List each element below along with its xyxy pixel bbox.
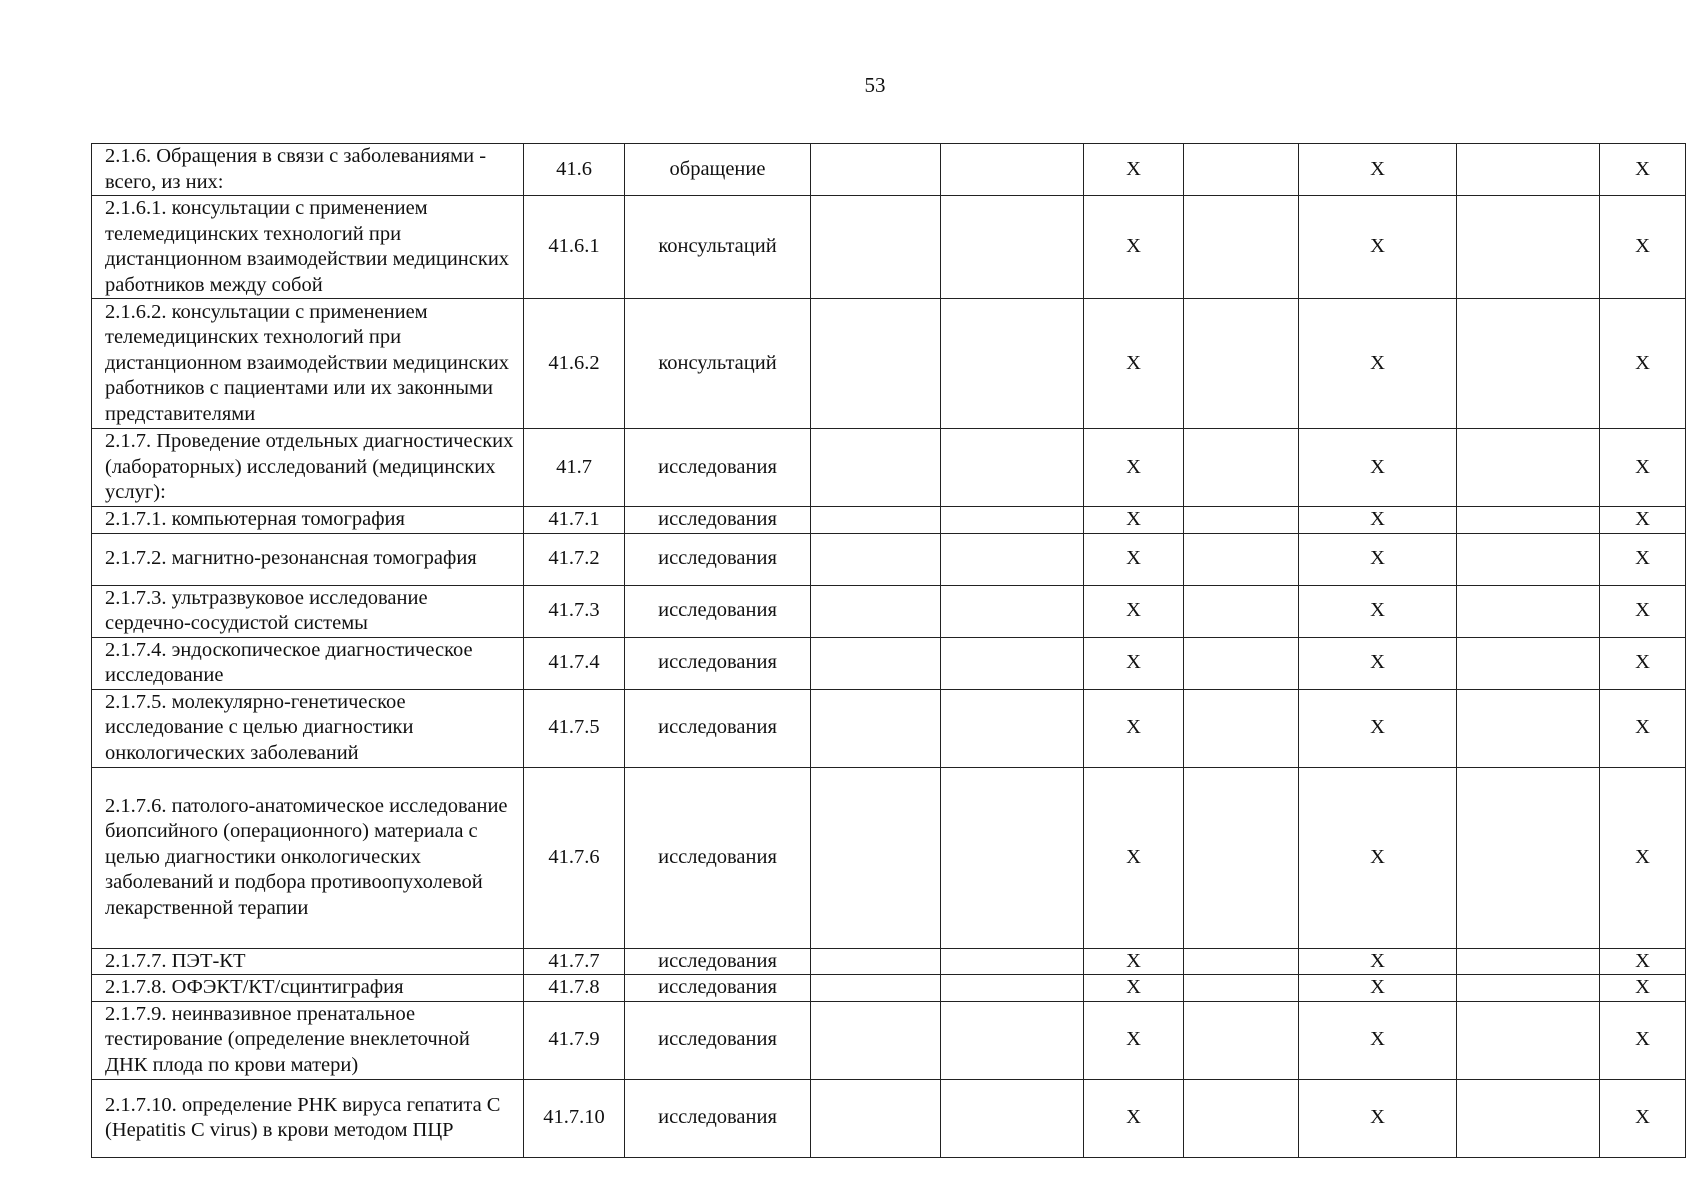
row-col8-cell: X xyxy=(1299,637,1457,689)
row-code-cell: 41.7.1 xyxy=(524,507,625,534)
table-row xyxy=(92,975,1686,1002)
row-col10-cell: X xyxy=(1600,767,1686,948)
row-col9-cell xyxy=(1457,767,1600,948)
row-col6-cell: X xyxy=(1084,533,1184,585)
row-col9-cell xyxy=(1457,144,1600,196)
row-code-cell: 41.6 xyxy=(524,144,625,196)
row-col10-cell: X xyxy=(1600,637,1686,689)
table-row xyxy=(92,948,1686,975)
row-col5-cell xyxy=(941,1001,1084,1079)
row-col10-cell: X xyxy=(1600,975,1686,1002)
row-col10-cell: X xyxy=(1600,196,1686,299)
row-col9-cell xyxy=(1457,533,1600,585)
row-col4-cell xyxy=(811,533,941,585)
row-col7-cell xyxy=(1184,299,1299,429)
row-col9-cell xyxy=(1457,507,1600,534)
row-col7-cell xyxy=(1184,1079,1299,1157)
row-col6-cell: X xyxy=(1084,144,1184,196)
row-name-cell: 2.1.7.5. молекулярно-генетическое исследование с целью диагностики онкологических заболеваний xyxy=(92,689,524,767)
row-col8-cell: X xyxy=(1299,1079,1457,1157)
row-col5-cell xyxy=(941,429,1084,507)
row-code-cell: 41.7.9 xyxy=(524,1001,625,1079)
row-col10-cell: X xyxy=(1600,1001,1686,1079)
table-row xyxy=(92,1079,1686,1157)
row-col6-cell: X xyxy=(1084,948,1184,975)
page-number: 53 xyxy=(864,73,886,97)
row-col7-cell xyxy=(1184,533,1299,585)
table-row xyxy=(92,196,1686,299)
table-row xyxy=(92,689,1686,767)
row-col8-cell: X xyxy=(1299,689,1457,767)
row-col5-cell xyxy=(941,1079,1084,1157)
row-unit-cell: исследования xyxy=(625,1001,811,1079)
row-col9-cell xyxy=(1457,1001,1600,1079)
table-row xyxy=(92,507,1686,534)
row-col4-cell xyxy=(811,144,941,196)
table-row xyxy=(92,767,1686,948)
row-col9-cell xyxy=(1457,429,1600,507)
row-col6-cell: X xyxy=(1084,1079,1184,1157)
row-unit-cell: исследования xyxy=(625,767,811,948)
row-col10-cell: X xyxy=(1600,1079,1686,1157)
row-col4-cell xyxy=(811,637,941,689)
row-name-cell: 2.1.7.4. эндоскопическое диагностическое исследование xyxy=(92,637,524,689)
row-col5-cell xyxy=(941,144,1084,196)
row-col4-cell xyxy=(811,975,941,1002)
report-table xyxy=(91,143,1686,1158)
row-col9-cell xyxy=(1457,637,1600,689)
row-col9-cell xyxy=(1457,299,1600,429)
row-col4-cell xyxy=(811,429,941,507)
row-col9-cell xyxy=(1457,585,1600,637)
row-col5-cell xyxy=(941,637,1084,689)
row-col9-cell xyxy=(1457,1079,1600,1157)
row-col6-cell: X xyxy=(1084,429,1184,507)
row-code-cell: 41.7.7 xyxy=(524,948,625,975)
row-name-cell: 2.1.7.2. магнитно-резонансная томография xyxy=(92,533,524,585)
row-col7-cell xyxy=(1184,585,1299,637)
row-name-cell: 2.1.7.7. ПЭТ-КТ xyxy=(92,948,524,975)
row-col8-cell: X xyxy=(1299,948,1457,975)
row-unit-cell: исследования xyxy=(625,637,811,689)
row-unit-cell: исследования xyxy=(625,948,811,975)
row-col4-cell xyxy=(811,948,941,975)
row-col5-cell xyxy=(941,299,1084,429)
row-col6-cell: X xyxy=(1084,689,1184,767)
row-name-cell: 2.1.7.1. компьютерная томография xyxy=(92,507,524,534)
row-col9-cell xyxy=(1457,196,1600,299)
table-row xyxy=(92,533,1686,585)
row-col10-cell: X xyxy=(1600,429,1686,507)
row-col5-cell xyxy=(941,767,1084,948)
row-col10-cell: X xyxy=(1600,948,1686,975)
row-col6-cell: X xyxy=(1084,1001,1184,1079)
row-col7-cell xyxy=(1184,196,1299,299)
row-col10-cell: X xyxy=(1600,299,1686,429)
row-col4-cell xyxy=(811,585,941,637)
row-col8-cell: X xyxy=(1299,975,1457,1002)
row-col10-cell: X xyxy=(1600,144,1686,196)
row-code-cell: 41.7.3 xyxy=(524,585,625,637)
row-col4-cell xyxy=(811,1079,941,1157)
row-col10-cell: X xyxy=(1600,507,1686,534)
row-col5-cell xyxy=(941,689,1084,767)
row-code-cell: 41.7.2 xyxy=(524,533,625,585)
row-col6-cell: X xyxy=(1084,767,1184,948)
row-name-cell: 2.1.7. Проведение отдельных диагностических (лабораторных) исследований (медицинских услуг): xyxy=(92,429,524,507)
row-code-cell: 41.7.8 xyxy=(524,975,625,1002)
row-col4-cell xyxy=(811,767,941,948)
row-code-cell: 41.7 xyxy=(524,429,625,507)
row-col6-cell: X xyxy=(1084,975,1184,1002)
row-col7-cell xyxy=(1184,948,1299,975)
row-col5-cell xyxy=(941,948,1084,975)
row-col8-cell: X xyxy=(1299,585,1457,637)
row-col6-cell: X xyxy=(1084,299,1184,429)
row-name-cell: 2.1.6.2. консультации с применением телемедицинских технологий при дистанционном взаимодействии медицинских работников с пациентами или их законными представителями xyxy=(92,299,524,429)
row-unit-cell: консультаций xyxy=(625,299,811,429)
row-col9-cell xyxy=(1457,975,1600,1002)
row-code-cell: 41.7.10 xyxy=(524,1079,625,1157)
row-col7-cell xyxy=(1184,637,1299,689)
row-col7-cell xyxy=(1184,975,1299,1002)
row-col8-cell: X xyxy=(1299,196,1457,299)
row-col7-cell xyxy=(1184,767,1299,948)
row-col8-cell: X xyxy=(1299,144,1457,196)
row-col8-cell: X xyxy=(1299,767,1457,948)
row-code-cell: 41.7.4 xyxy=(524,637,625,689)
row-col8-cell: X xyxy=(1299,299,1457,429)
row-code-cell: 41.7.5 xyxy=(524,689,625,767)
row-unit-cell: обращение xyxy=(625,144,811,196)
row-col5-cell xyxy=(941,975,1084,1002)
row-col6-cell: X xyxy=(1084,196,1184,299)
row-name-cell: 2.1.6.1. консультации с применением телемедицинских технологий при дистанционном взаимодействии медицинских работников между собой xyxy=(92,196,524,299)
row-name-cell: 2.1.7.6. патолого-анатомическое исследование биопсийного (операционного) материала с целью диагностики онкологических заболеваний и подбора противоопухолевой лекарственной терапии xyxy=(92,767,524,948)
row-unit-cell: исследования xyxy=(625,689,811,767)
row-name-cell: 2.1.7.10. определение РНК вируса гепатита С (Hepatitis C virus) в крови методом ПЦР xyxy=(92,1079,524,1157)
row-col6-cell: X xyxy=(1084,585,1184,637)
row-col5-cell xyxy=(941,507,1084,534)
row-col7-cell xyxy=(1184,429,1299,507)
row-col9-cell xyxy=(1457,689,1600,767)
row-col6-cell: X xyxy=(1084,507,1184,534)
row-unit-cell: исследования xyxy=(625,429,811,507)
row-unit-cell: исследования xyxy=(625,1079,811,1157)
row-col5-cell xyxy=(941,533,1084,585)
row-unit-cell: исследования xyxy=(625,975,811,1002)
row-col4-cell xyxy=(811,689,941,767)
row-unit-cell: исследования xyxy=(625,533,811,585)
row-unit-cell: исследования xyxy=(625,507,811,534)
row-code-cell: 41.6.1 xyxy=(524,196,625,299)
table-row xyxy=(92,299,1686,429)
row-col7-cell xyxy=(1184,1001,1299,1079)
row-col8-cell: X xyxy=(1299,429,1457,507)
row-col5-cell xyxy=(941,196,1084,299)
row-col10-cell: X xyxy=(1600,585,1686,637)
row-col7-cell xyxy=(1184,689,1299,767)
row-name-cell: 2.1.6. Обращения в связи с заболеваниями - всего, из них: xyxy=(92,144,524,196)
row-col7-cell xyxy=(1184,507,1299,534)
row-col4-cell xyxy=(811,196,941,299)
row-col9-cell xyxy=(1457,948,1600,975)
row-col10-cell: X xyxy=(1600,689,1686,767)
table-row xyxy=(92,1001,1686,1079)
row-unit-cell: консультаций xyxy=(625,196,811,299)
row-col4-cell xyxy=(811,299,941,429)
row-name-cell: 2.1.7.3. ультразвуковое исследование сердечно-сосудистой системы xyxy=(92,585,524,637)
row-col4-cell xyxy=(811,1001,941,1079)
row-name-cell: 2.1.7.8. ОФЭКТ/КТ/сцинтиграфия xyxy=(92,975,524,1002)
row-col8-cell: X xyxy=(1299,507,1457,534)
table-row xyxy=(92,585,1686,637)
table-row xyxy=(92,144,1686,196)
row-col7-cell xyxy=(1184,144,1299,196)
row-col4-cell xyxy=(811,507,941,534)
table-row xyxy=(92,637,1686,689)
row-unit-cell: исследования xyxy=(625,585,811,637)
row-code-cell: 41.7.6 xyxy=(524,767,625,948)
table-row xyxy=(92,429,1686,507)
row-col8-cell: X xyxy=(1299,1001,1457,1079)
row-code-cell: 41.6.2 xyxy=(524,299,625,429)
row-col5-cell xyxy=(941,585,1084,637)
row-name-cell: 2.1.7.9. неинвазивное пренатальное тестирование (определение внеклеточной ДНК плода по крови матери) xyxy=(92,1001,524,1079)
row-col10-cell: X xyxy=(1600,533,1686,585)
row-col6-cell: X xyxy=(1084,637,1184,689)
row-col8-cell: X xyxy=(1299,533,1457,585)
